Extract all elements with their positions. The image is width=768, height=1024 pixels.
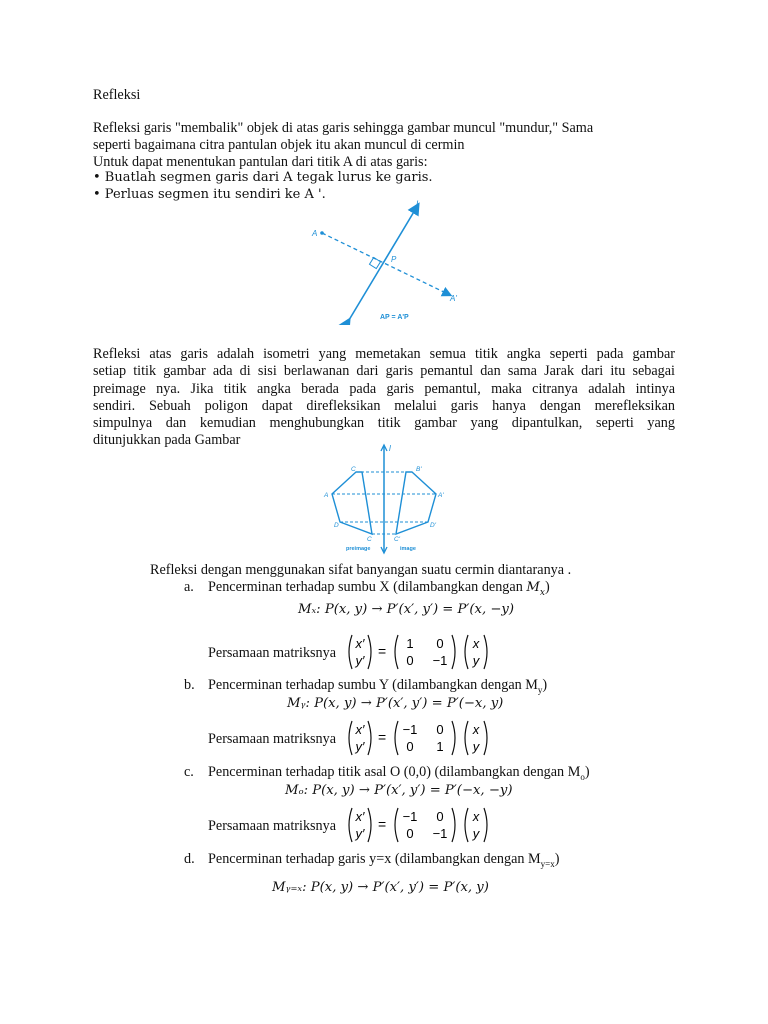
matrix-cell: −1 — [432, 653, 448, 668]
equals-sign: = — [378, 816, 387, 832]
label-a: A — [324, 492, 329, 499]
vector-prime-bottom: y′ — [355, 826, 365, 841]
label-b-prime: B' — [416, 466, 422, 473]
matrix-cell: −1 — [402, 722, 418, 737]
label-d-prime: D' — [430, 522, 436, 529]
vector-top: x — [472, 722, 480, 737]
bracket — [349, 721, 352, 755]
caption-image: image — [400, 546, 416, 552]
bracket — [452, 721, 455, 755]
intro-line: Refleksi garis "membalik" objek di atas garis sehingga gambar muncul "mundur," Sama — [93, 120, 594, 136]
equals-sign: = — [378, 643, 387, 659]
segment-a-aprime — [322, 233, 450, 295]
bracket — [395, 721, 398, 755]
matrix-cell: 1 — [406, 636, 414, 651]
intro-line: seperti bagaimana citra pantulan objek itu akan muncul di cermin — [93, 137, 465, 153]
bullet-item: • Buatlah segmen garis dari A tegak lurus ke garis. — [93, 170, 433, 185]
formula: Mᵧ₌ₓ: P(x, y) → P′(x′, y′) = P′(x, y) — [272, 880, 489, 895]
formula: Mᵧ: P(x, y) → P′(x′, y′) = P′(−x, y) — [287, 696, 504, 711]
vector-bottom: y — [472, 826, 480, 841]
list-item-a: Pencerminan terhadap sumbu X (dilambangkan dengan $M_x$) — [208, 579, 550, 598]
label-l: l — [416, 199, 418, 209]
matrix-cell: 0 — [406, 739, 414, 754]
matrix-cell: 1 — [436, 739, 444, 754]
label-c-prime: C' — [394, 536, 400, 543]
vector-top: x — [472, 809, 480, 824]
vector-prime-bottom: y′ — [355, 739, 365, 754]
point-a — [320, 231, 324, 235]
vector-prime-top: x′ — [355, 722, 365, 737]
bracket — [349, 635, 352, 669]
vector-top: x — [472, 636, 480, 651]
bracket — [368, 635, 371, 669]
bracket — [484, 635, 487, 669]
matrix-cell: 0 — [436, 809, 444, 824]
list-item-c: Pencerminan terhadap titik asal O (0,0) (dilambangkan dengan $M_o$) — [208, 764, 590, 782]
label-c-bottom: C — [367, 536, 372, 543]
list-marker: b. — [184, 677, 195, 693]
formula: Mₒ: P(x, y) → P′(x′, y′) = P′(−x, −y) — [285, 783, 513, 798]
label-p: P — [391, 255, 397, 264]
bracket — [368, 808, 371, 842]
matrix-cell: 0 — [406, 653, 414, 668]
vector-prime-top: x′ — [355, 636, 365, 651]
matrix-cell: 0 — [406, 826, 414, 841]
formula: Mₓ: P(x, y) → P′(x′, y′) = P′(x, −y) — [298, 602, 515, 617]
label-a-prime: A' — [450, 294, 457, 303]
polygon-reflection-diagram — [320, 442, 455, 557]
vector-prime-bottom: y′ — [355, 653, 365, 668]
list-marker: c. — [184, 764, 194, 780]
bracket — [368, 721, 371, 755]
list-marker: d. — [184, 851, 195, 867]
matrix-label: Persamaan matriksnya — [208, 645, 337, 661]
matrix-cell: 0 — [436, 636, 444, 651]
label-l: l — [389, 444, 391, 453]
list-item-d: Pencerminan terhadap garis y=x (dilambangkan dengan $M_{y=x}$) — [208, 851, 560, 869]
body-paragraph: Refleksi atas garis adalah isometri yang memetakan semua titik angka seperti pada gambar setiap titik gambar ada di sisi berlawanan dari garis pemantul dan sama Jarak dari itu sebagai preimage nya. Jika titik angka berada pada garis pemantul, maka citranya adalah intinya sendiri. Sebuah poligon dapat direfleksikan melalui garis hanya dengan merefleksikan simpulnya dan kemudian menghubungkan titik gambar yang dipantulkan, seperti yang ditunjukkan pada Gambar — [93, 346, 675, 449]
bracket — [395, 808, 398, 842]
bracket — [465, 721, 468, 755]
list-intro: Refleksi dengan menggunakan sifat banyangan suatu cermin diantaranya . — [150, 562, 572, 578]
label-c: C — [351, 466, 356, 473]
figure-caption: AP = A'P — [380, 314, 409, 321]
list-marker: a. — [184, 579, 194, 595]
matrix-equation — [344, 718, 494, 758]
label-a: A — [312, 229, 318, 238]
vector-bottom: y — [472, 739, 480, 754]
matrix-label: Persamaan matriksnya — [208, 818, 337, 834]
bullet-item: • Perluas segmen itu sendiri ke A '. — [93, 187, 326, 202]
matrix-cell: −1 — [402, 809, 418, 824]
reflection-diagram — [300, 195, 470, 325]
matrix-cell: −1 — [432, 826, 448, 841]
caption-preimage: preimage — [346, 546, 371, 552]
bracket — [484, 721, 487, 755]
matrix-label: Persamaan matriksnya — [208, 731, 337, 747]
matrix-equation — [344, 805, 504, 845]
bracket — [452, 635, 455, 669]
bracket — [395, 635, 398, 669]
mirror-line — [349, 205, 418, 320]
label-a-prime: A' — [438, 492, 444, 499]
vector-prime-top: x′ — [355, 809, 365, 824]
vector-bottom: y — [472, 653, 480, 668]
bracket — [465, 635, 468, 669]
bracket — [452, 808, 455, 842]
bracket — [349, 808, 352, 842]
equals-sign: = — [378, 729, 387, 745]
list-item-b: Pencerminan terhadap sumbu Y (dilambangkan dengan $M_y$) — [208, 677, 548, 695]
matrix-cell: 0 — [436, 722, 444, 737]
intro-line: Untuk dapat menentukan pantulan dari titik A di atas garis: — [93, 154, 428, 170]
section-title: Refleksi — [93, 87, 141, 103]
bracket — [484, 808, 487, 842]
label-d: D — [334, 522, 339, 529]
bracket — [465, 808, 468, 842]
matrix-equation — [344, 632, 494, 672]
